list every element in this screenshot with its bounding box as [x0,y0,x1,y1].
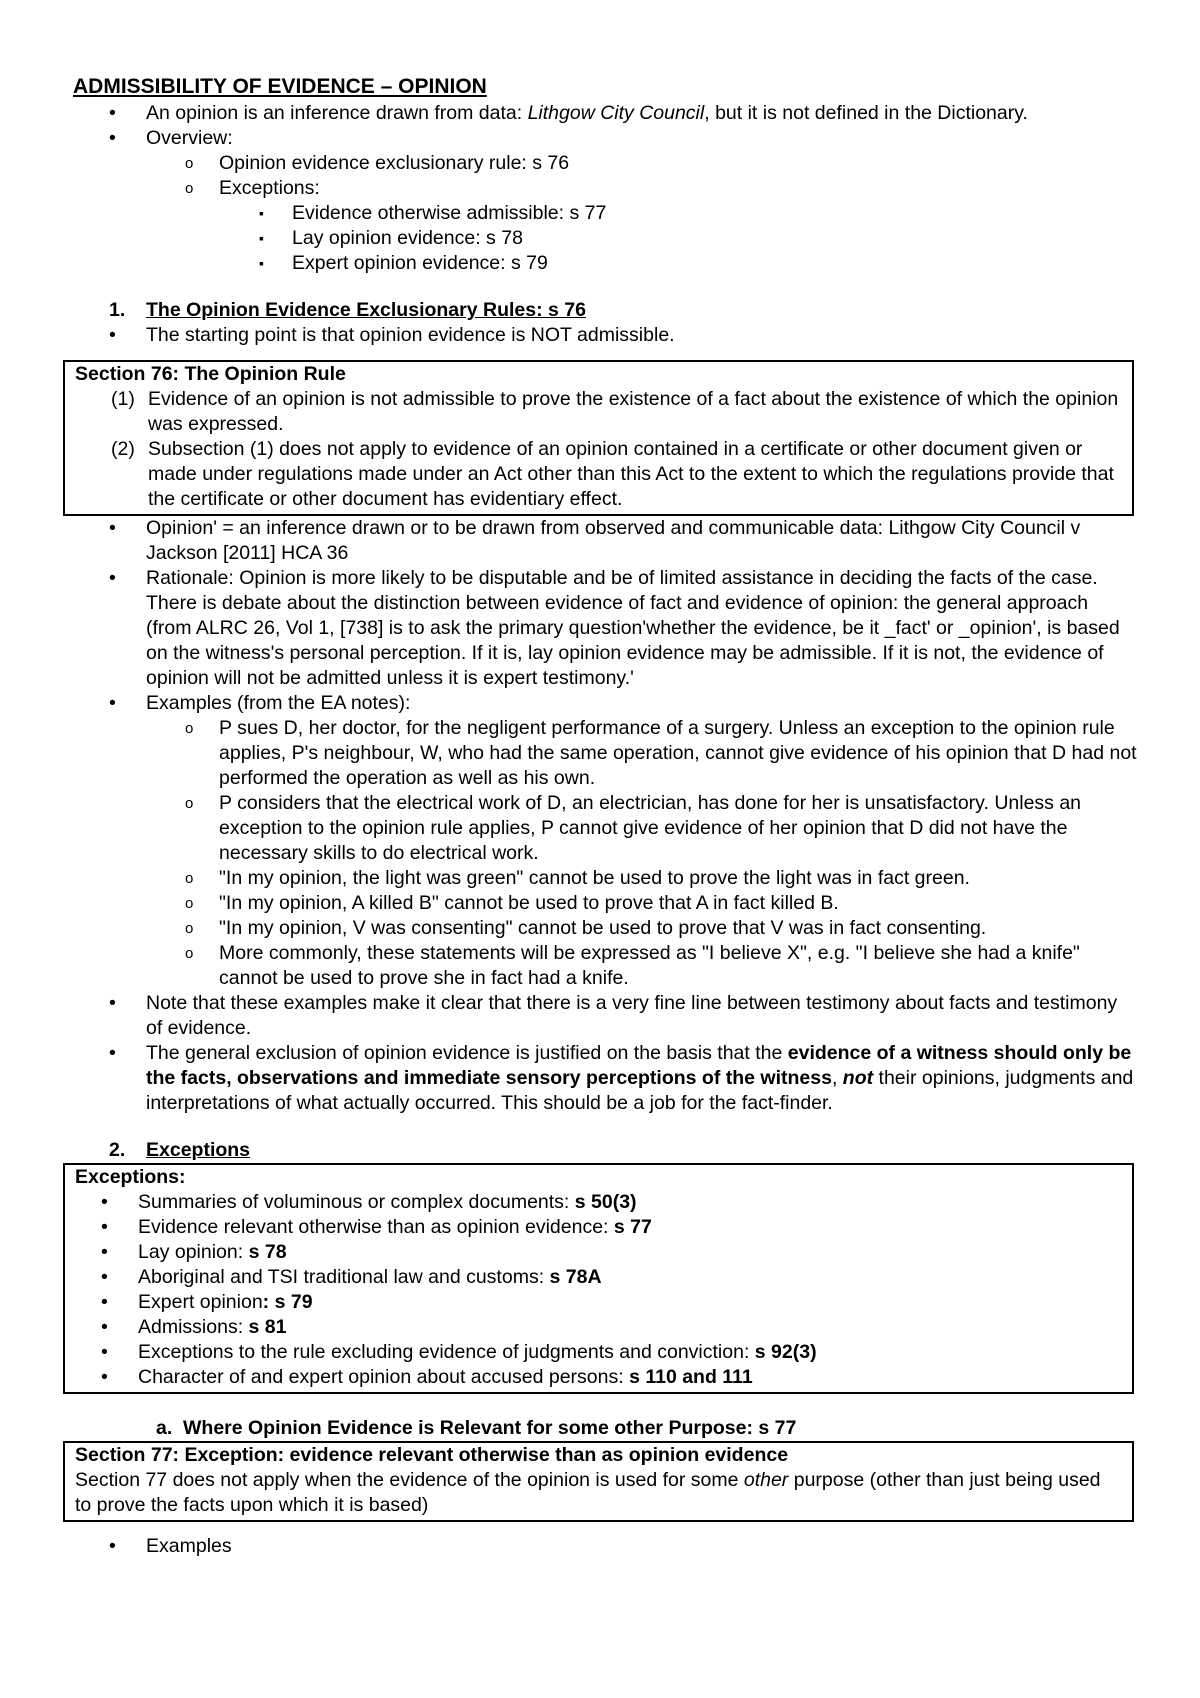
list-item: o "In my opinion, A killed B" cannot be used to prove that A in fact killed B. [146,891,1138,916]
document-page [73,74,1138,1559]
section-77-text: Section 77 does not apply when the evidence of the opinion is used for some other purpose (other than just being used to prove the facts upon which it is based) [75,1469,1101,1516]
section-2-heading: 2. Exceptions [109,1139,251,1161]
overview-item: • Overview: o Opinion evidence exclusionary rule: s 76 o Exceptions: ▪ Evidence otherwise admissible: s 77 ▪ Lay opinion evidence: s 78 ▪ Expert opinion evidence: s 79 [73,126,1138,276]
list-item: • Summaries of voluminous or complex documents: s 50(3) [75,1190,1122,1215]
box-title: Section 76: The Opinion Rule [75,363,346,385]
list-item: ▪ Expert opinion evidence: s 79 [219,251,1138,276]
exceptions-box [63,1163,1134,1394]
intro-definition: • An opinion is an inference drawn from data: Lithgow City Council, but it is not defined in the Dictionary. [73,101,1138,126]
overview-exceptions: o Exceptions: ▪ Evidence otherwise admissible: s 77 ▪ Lay opinion evidence: s 78 ▪ Expert opinion evidence: s 79 [146,176,1138,276]
list-item: • Admissions: s 81 [75,1315,1122,1340]
list-item: ▪ Evidence otherwise admissible: s 77 [219,201,1138,226]
examples-sublist [146,716,1138,991]
list-item: o P considers that the electrical work of D, an electrician, has done for her is unsatisfactory. Unless an exception to the opinion rule applies, P cannot give evidence of her opinion that D did not have the necessary skills to do electrical work. [146,791,1138,866]
overview-sublist [146,151,1138,276]
list-item: • Evidence relevant otherwise than as opinion evidence: s 77 [75,1215,1122,1240]
starting-point-bullet: • The starting point is that opinion evidence is NOT admissible. [73,323,1138,348]
box-title: Section 77: Exception: evidence relevant otherwise than as opinion evidence [75,1444,789,1466]
section-1-heading: 1. The Opinion Evidence Exclusionary Rules: s 76 [109,299,586,321]
subsection-1: (1) Evidence of an opinion is not admissible to prove the existence of a fact about the existence of which the opinion was expressed. [111,388,1119,435]
list-item: • Exceptions to the rule excluding evidence of judgments and conviction: s 92(3) [75,1340,1122,1365]
list-item: o P sues D, her doctor, for the negligent performance of a surgery. Unless an exception to the opinion rule applies, P's neighbour, W, who had the same operation, cannot give evidence of his opinion that D had not performed the operation as well as his own. [146,716,1138,791]
section-76-box [63,360,1134,516]
list-item: • Aboriginal and TSI traditional law and customs: s 78A [75,1265,1122,1290]
general-exclusion: • The general exclusion of opinion evidence is justified on the basis that the evidence of a witness should only be the facts, observations and immediate sensory perceptions of the witness, not their opinions, judgments and interpretations of what actually occurred. This should be a job for the fact-finder. [73,1041,1138,1116]
examples-item: • Examples (from the EA notes): o P sues D, her doctor, for the negligent performance of a surgery. Unless an exception to the opinion rule applies, P's neighbour, W, who had the same operation, cannot give evidence of his opinion that D had not performed the operation as well as his own. o P considers that the electrical work of D, an electrician, has done for her is unsatisfactory. Unless an exception to the opinion rule applies, P cannot give evidence of her opinion that D did not have the necessary skills to do electrical work. o "In my opinion, the light was green" cannot be used to prove the light was in fact green. o "In my opinion, A killed B" cannot be used to prove that A in fact killed B. o "In my opinion, V was consenting" cannot be used to prove that V was in fact consenting. o More commonly, these statements will be expressed as "I believe X", e.g. "I believe she had a knife" cannot be used to prove she in fact had a knife. [73,691,1138,991]
opinion-definition: • Opinion' = an inference drawn or to be drawn from observed and communicable data: Lithgow City Council v Jackson [2011] HCA 36 [73,516,1138,566]
list-item: • Lay opinion: s 78 [75,1240,1122,1265]
subsection-2: (2) Subsection (1) does not apply to evidence of an opinion contained in a certificate or other document given or made under regulations made under an Act other than this Act to the extent to which the regulations provide that the certificate or other document has evidentiary effect. [111,438,1114,510]
list-item: o More commonly, these statements will be expressed as "I believe X", e.g. "I believe she had a knife" cannot be used to prove she in fact had a knife. [146,941,1138,991]
exceptions-sublist [219,201,1138,276]
subsection-a-heading: a. Where Opinion Evidence is Relevant for some other Purpose: s 77 [156,1417,797,1439]
section-1-list [73,516,1138,1116]
rationale: • Rationale: Opinion is more likely to be disputable and be of limited assistance in deciding the facts of the case. There is debate about the distinction between evidence of fact and evidence of opinion: the general approach (from ALRC 26, Vol 1, [738] is to ask the primary question'whether the evidence, be it _fact' or _opinion', is based on the witness's personal perception. If it is, lay opinion evidence may be admissible. If it is not, the evidence of opinion will not be admitted unless it is expert testimony.' [73,566,1138,691]
list-item: • Expert opinion: s 79 [75,1290,1122,1315]
examples-bullet: • Examples [73,1534,1138,1559]
note-item: • Note that these examples make it clear that there is a very fine line between testimony about facts and testimony of evidence. [73,991,1138,1041]
exceptions-list [75,1190,1122,1390]
intro-list [73,101,1138,276]
overview-rule: o Opinion evidence exclusionary rule: s 76 [146,151,1138,176]
box-title: Exceptions: [75,1166,186,1188]
case-name: Lithgow City Council [527,102,705,124]
list-item: o "In my opinion, the light was green" cannot be used to prove the light was in fact green. [146,866,1138,891]
list-item: o "In my opinion, V was consenting" cannot be used to prove that V was in fact consenting. [146,916,1138,941]
list-item: • Character of and expert opinion about accused persons: s 110 and 111 [75,1365,1122,1390]
list-item: ▪ Lay opinion evidence: s 78 [219,226,1138,251]
document-title: ADMISSIBILITY OF EVIDENCE – OPINION [73,75,487,98]
section-77-box [63,1441,1134,1522]
